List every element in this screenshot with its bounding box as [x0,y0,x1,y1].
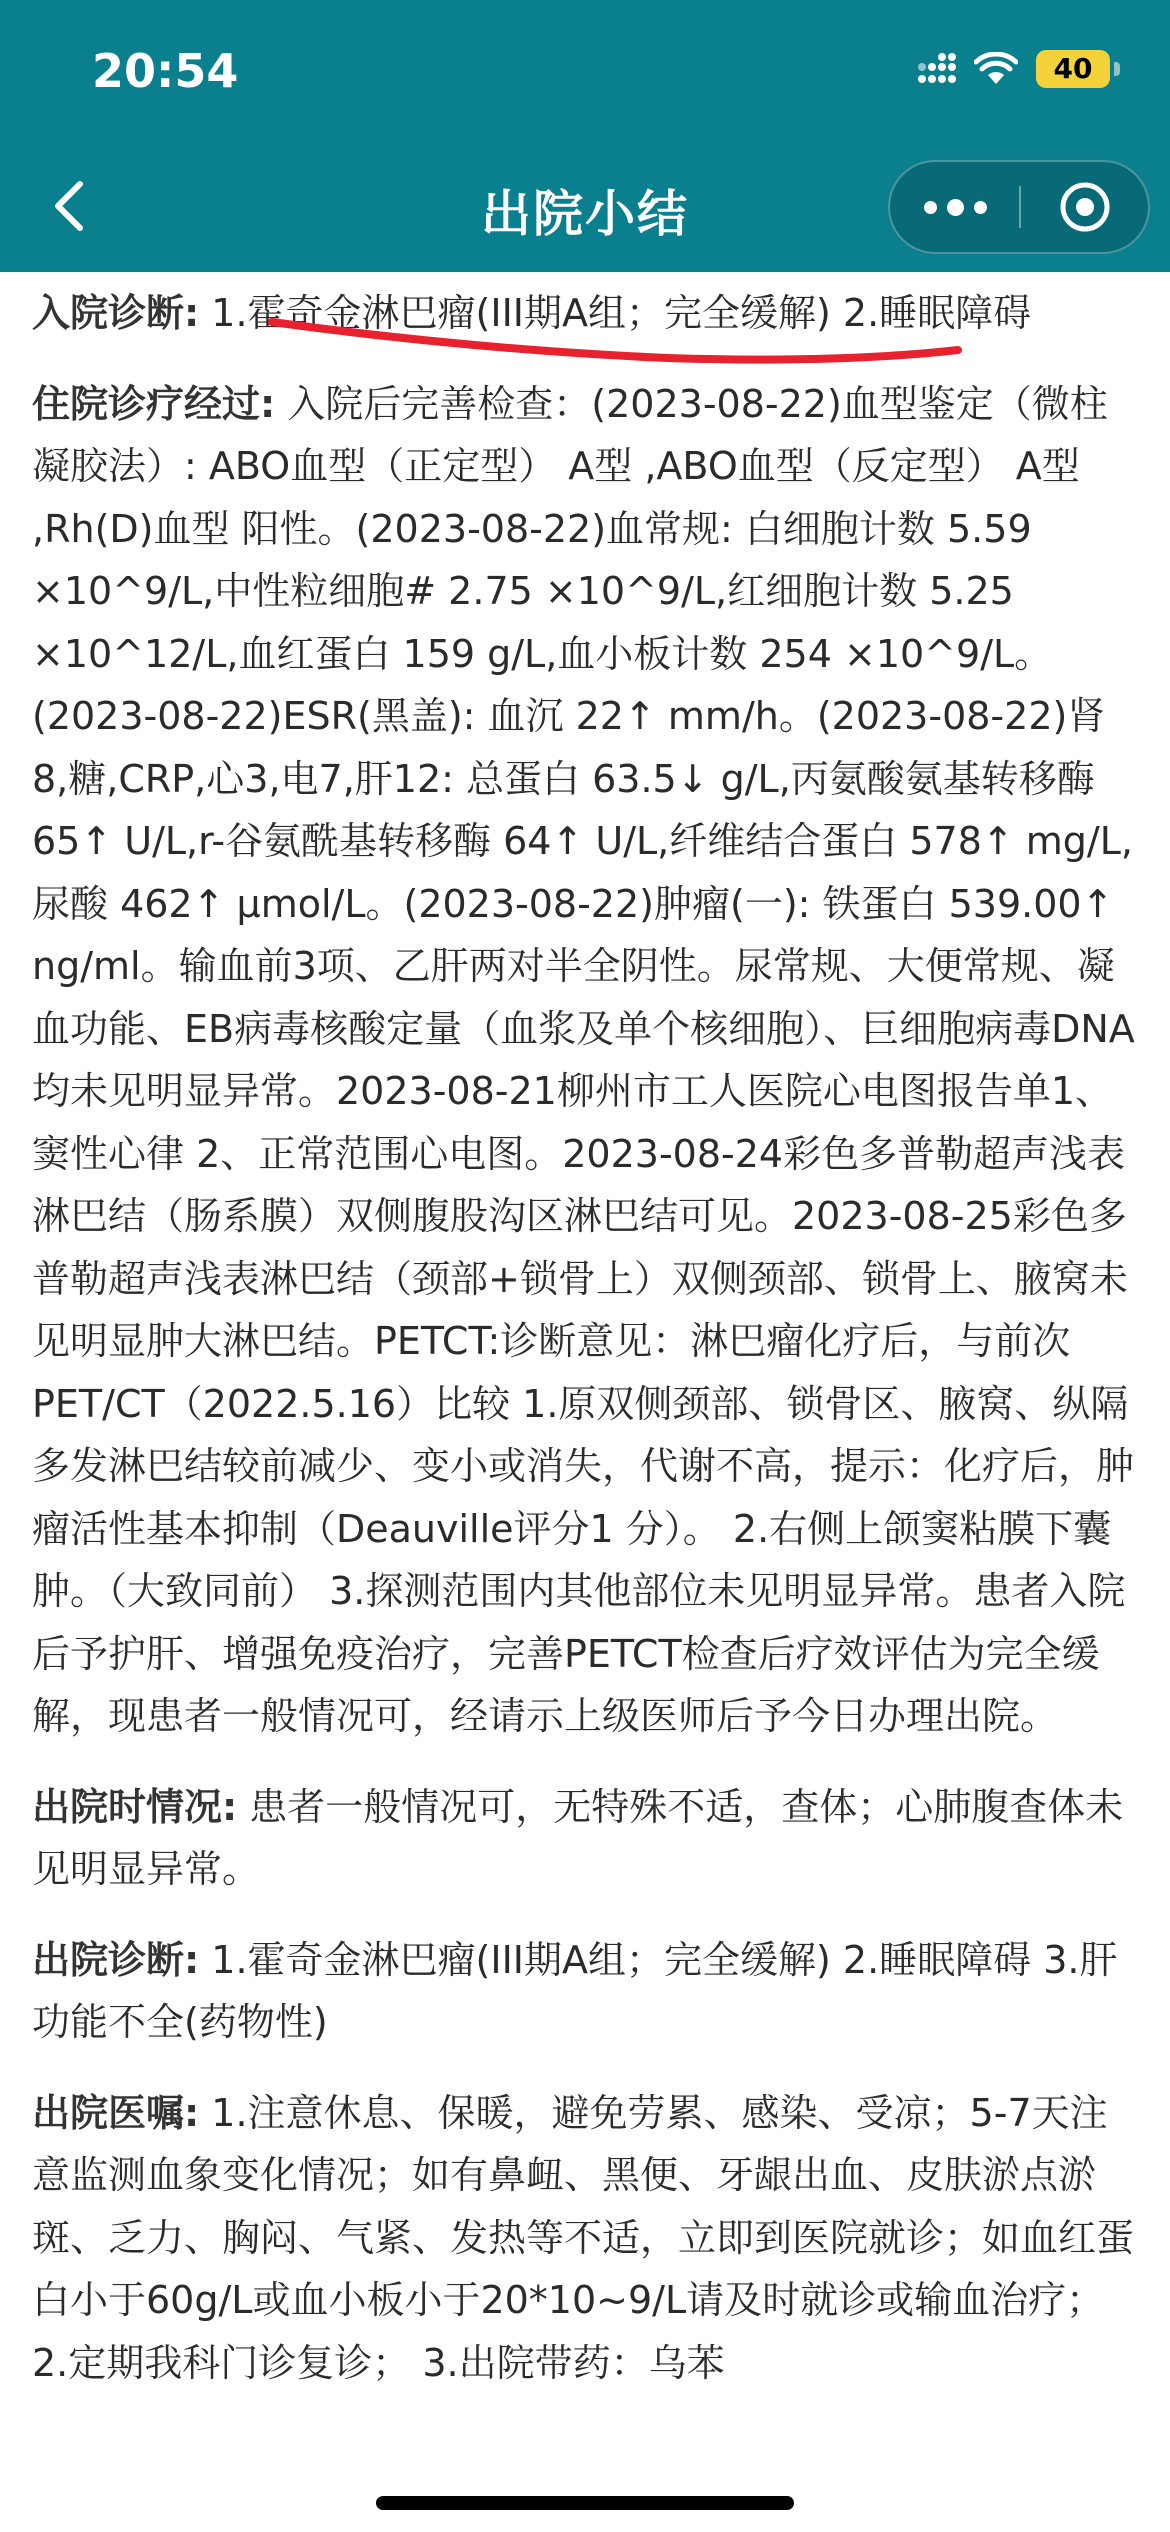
discharge-condition [32,1776,1138,1901]
battery-level: 40 [1053,52,1093,85]
status-icons [916,50,1110,88]
more-dots-icon-right [974,201,987,214]
discharge-orders [32,2082,1138,2395]
close-button[interactable] [1021,162,1148,252]
home-indicator[interactable] [376,2496,794,2510]
discharge-diagnosis [32,1929,1138,2054]
admission-diagnosis-text: 1.霍奇金淋巴瘤(III期A组；完全缓解) 2.睡眠障碍 [211,291,1032,335]
battery-tip [1114,62,1120,76]
discharge-summary [32,282,1138,2422]
discharge-diagnosis-label: 出院诊断: [32,1937,200,1982]
more-button[interactable] [890,162,1020,252]
discharge-diagnosis-text: 1.霍奇金淋巴瘤(III期A组；完全缓解) 2.睡眠障碍 3.肝功能不全(药物性) [32,1937,1118,2044]
status-time: 20:54 [92,44,239,98]
more-dots-icon-center [947,199,964,216]
discharge-condition-label: 出院时情况: [32,1784,238,1829]
app-header [0,0,1170,272]
hospital-course-label: 住院诊疗经过: [32,381,276,426]
more-dots-icon [924,201,937,214]
page-title: 出院小结 [481,185,689,243]
discharge-condition-text: 患者一般情况可，无特殊不适，查体；心肺腹查体未见明显异常。 [32,1784,1124,1891]
signal-icon [916,53,956,85]
discharge-orders-label: 出院医嘱: [32,2090,200,2135]
hospital-course [32,373,1138,1748]
admission-diagnosis [32,282,1138,345]
mini-program-capsule [888,160,1150,254]
target-close-icon [1057,179,1113,235]
wifi-icon [974,52,1018,86]
battery-icon [1036,50,1110,88]
admission-diagnosis-label: 入院诊断: [32,291,200,335]
discharge-orders-text: 1.注意休息、保暖，避免劳累、感染、受凉；5-7天注意监测血象变化情况；如有鼻衄、黑便、牙龈出血、皮肤淤点淤斑、乏力、胸闷、气紧、发热等不适，立即到医院就诊；如血红蛋白小于60g/L或血小板小于20*10~9/L请及时就诊或输血治疗； 2.定期我科门诊复诊； 3.出院带药：乌苯 [32,2090,1135,2385]
hospital-course-text: 入院后完善检查：(2023-08-22)血型鉴定（微柱凝胶法）: ABO血型（正定型） A型 ,ABO血型（反定型） A型 ,Rh(D)血型 阳性。(2023-08-22)血常规: 白细胞计数 5.59 ×10^9/L,中性粒细胞# 2.75 ×10^9/L,红细胞计数 5.25 ×10^12/L,血红蛋白 159 g/L,血小板计数 254 ×10^9/L。(2023-08-22)ESR(黑盖): 血沉 22↑ mm/h。(2023-08-22)肾8,糖,CRP,心3,电7,肝12: 总蛋白 63.5↓ g/L,丙氨酸氨基转移酶 65↑ U/L,r-谷氨酰基转移酶 64↑ U/L,纤维结合蛋白 578↑ mg/L,尿酸 462↑ μmol/L。(2023-08-22)肿瘤(一): 铁蛋白 539.00↑ ng/ml。输血前3项、乙肝两对半全阴性。尿常规、大便常规、凝血功能、EB病毒核酸定量（血浆及单个核细胞）、巨细胞病毒DNA均未见明显异常。2023-08-21柳州市工人医院心电图报告单1、窦性心律 2、正常范围心电图。2023-08-24彩色多普勒超声浅表淋巴结（肠系膜）双侧腹股沟区淋巴结可见。2023-08-25彩色多普勒超声浅表淋巴结（颈部+锁骨上）双侧颈部、锁骨上、腋窝未见明显肿大淋巴结。PETCT:诊断意见：淋巴瘤化疗后，与前次PET/CT（2022.5.16）比较 1.原双侧颈部、锁骨区、腋窝、纵隔多发淋巴结较前减少、变小或消失，代谢不高，提示：化疗后，肿瘤活性基本抑制（Deauville评分1 分）。 2.右侧上颌窦粘膜下囊肿。（大致同前） 3.探测范围内其他部位未见明显异常。患者入院后予护肝、增强免疫治疗，完善PETCT检查后疗效评估为完全缓解，现患者一般情况可，经请示上级医师后予今日办理出院。 [32,381,1135,1738]
